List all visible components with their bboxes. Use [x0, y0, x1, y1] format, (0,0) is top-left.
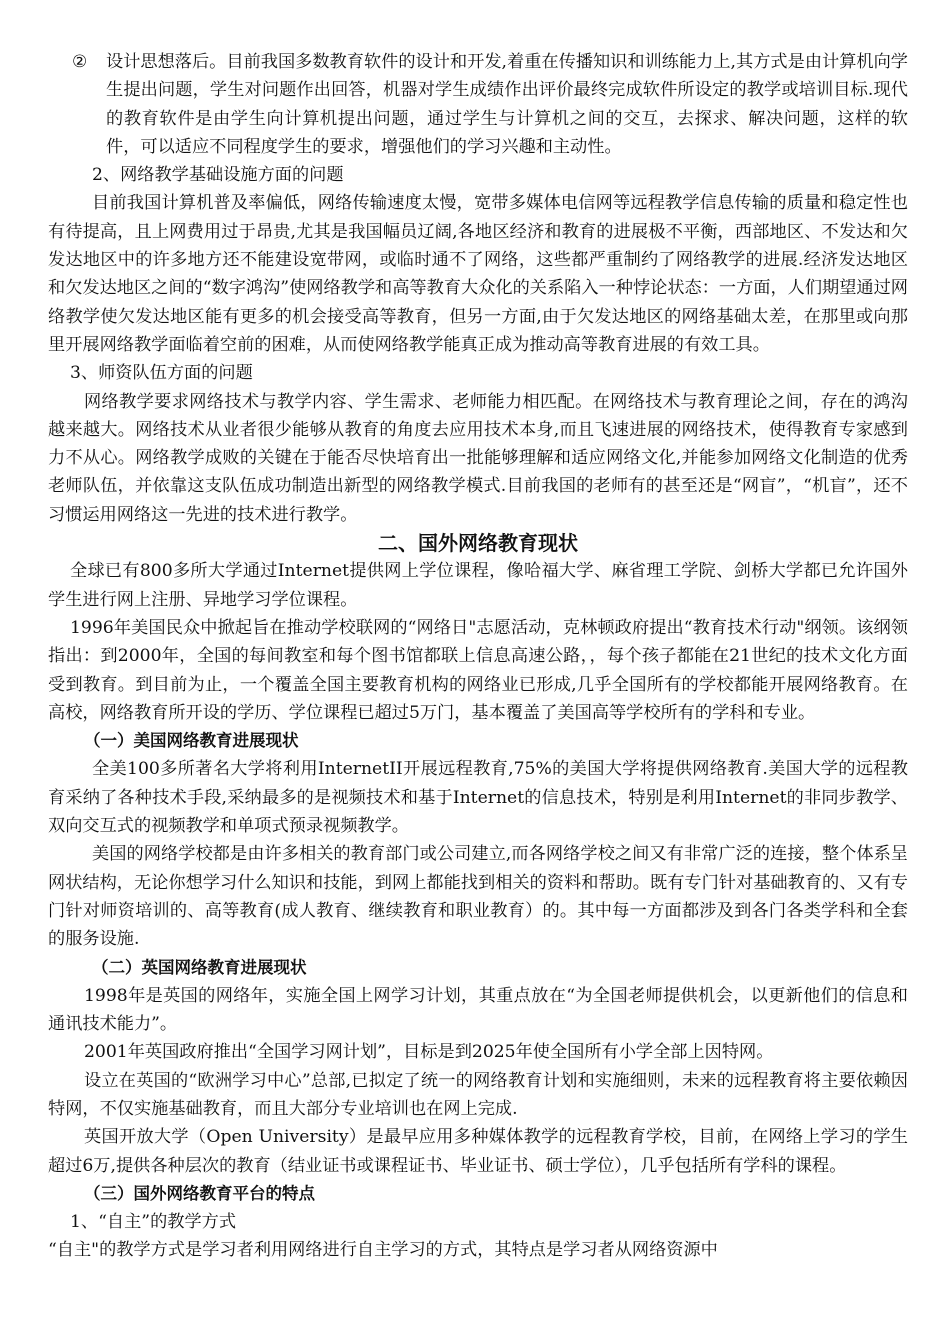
item-text: 设计思想落后。目前我国多数教育软件的设计和开发,着重在传播知识和训练能力上,其方式是由计算机向学生提出问题，学生对问题作出回答，机器对学生成绩作出评价最终完成软件所设定的教学或培训目标.现代的教育软件是由学生向计算机提出问题，通过学生与计算机之间的交互，去探求、解决问题，这样的软件，可以适应不同程度学生的要求，增强他们的学习兴趣和主动性。	[106, 52, 908, 157]
paragraph-uk-2: 2001年英国政府推出“全国学习网计划”，目标是到2025年使全国所有小学全部上因特网。	[84, 1042, 774, 1063]
subheading-platform: （三）国外网络教育平台的特点	[84, 1183, 315, 1203]
paragraph-foreign-2: 1996年美国民众中掀起旨在推动学校联网的“网络日"志愿活动，克林顿政府提出“教育技术行动"纲领。该纲领指出：到2000年，全国的每间教室和每个图书馆都联上信息高速公路，，每个孩子都能在21世纪的技术文化方面受到教育。到目前为止，一个覆盖全国主要教育机构的网络业已形成,几乎全国所有的学校都能开展网络教育。在高校，网络教育所开设的学历、学位课程已超过5万门，基本覆盖了美国高等学校所有的学科和专业。	[48, 617, 908, 723]
item-number: ②	[72, 52, 88, 72]
paragraph-us-1: 全美100多所著名大学将利用InternetII开展远程教育,75%的美国大学将提供网络教育.美国大学的远程教育采纳了各种技术手段,采纳最多的是视频技术和基于Internet的信息技术，特别是利用Internet的非同步教学、双向交互式的视频教学和单项式预录视频教学。	[48, 759, 908, 837]
document-page	[48, 48, 908, 1265]
chapter-heading-foreign: 二、国外网络教育现状	[378, 531, 578, 556]
paragraph-autonomy: “自主"的教学方式是学习者利用网络进行自主学习的方式，其特点是学习者从网络资源中	[48, 1240, 718, 1261]
list-item-2	[48, 48, 908, 161]
paragraph-foreign-1: 全球已有800多所大学通过Internet提供网上学位课程，像哈福大学、麻省理工学院、剑桥大学都已允许国外学生进行网上注册、异地学习学位课程。	[48, 561, 908, 610]
section-heading-teachers: 3、师资队伍方面的问题	[70, 363, 253, 384]
paragraph-infrastructure: 目前我国计算机普及率偏低，网络传输速度太慢，宽带多媒体电信网等远程教学信息传输的质量和稳定性也有待提高，且上网费用过于昂贵,尤其是我国幅员辽阔,各地区经济和教育的进展极不平衡，西部地区、不发达和欠发达地区中的许多地方还不能建设宽带网，或临时通不了网络，这些都严重制约了网络教学的进展.经济发达地区和欠发达地区之间的“数字鸿沟”使网络教学和高等教育大众化的关系陷入一种悖论状态：一方面，人们期望通过网络教学使欠发达地区能有更多的机会接受高等教育，但另一方面,由于欠发达地区的网络基础太差，在那里或向那里开展网络教学面临着空前的困难，从而使网络教学能真正成为推动高等教育进展的有效工具。	[48, 193, 908, 355]
paragraph-us-2: 美国的网络学校都是由许多相关的教育部门或公司建立,而各网络学校之间又有非常广泛的连接，整个体系呈网状结构，无论你想学习什么知识和技能，到网上都能找到相关的资料和帮助。既有专门针对基础教育的、又有专门针对师资培训的、高等教育(成人教育、继续教育和职业教育）的。其中每一方面都涉及到各门各类学科和全套的服务设施.	[48, 844, 908, 950]
paragraph-uk-4: 英国开放大学（Open University）是最早应用多种媒体教学的远程教育学校，目前，在网络上学习的学生超过6万,提供各种层次的教育（结业证书或课程证书、毕业证书、硕士学位），几乎包括所有学科的课程。	[48, 1127, 908, 1176]
paragraph-teachers: 网络教学要求网络技术与教学内容、学生需求、老师能力相匹配。在网络技术与教育理论之间，存在的鸿沟越来越大。网络技术从业者很少能够从教育的角度去应用技术本身,而且飞速进展的网络技术，使得教育专家感到力不从心。网络教学成败的关键在于能否尽快培育出一批能够理解和适应网络文化,并能参加网络文化制造的优秀老师队伍，并依靠这支队伍成功制造出新型的网络教学模式.目前我国的老师有的甚至还是“网盲”，“机盲”，还不习惯运用网络这一先进的技术进行教学。	[48, 391, 908, 525]
subheading-us: （一）美国网络教育进展现状	[84, 731, 299, 751]
paragraph-uk-3: 设立在英国的“欧洲学习中心”总部,已拟定了统一的网络教育计划和实施细则，未来的远程教育将主要依赖因特网，不仅实施基础教育，而且大部分专业培训也在网上完成.	[48, 1070, 908, 1119]
subheading-uk: （二）英国网络教育进展现状	[92, 957, 307, 977]
paragraph-uk-1: 1998年是英国的网络年，实施全国上网学习计划，其重点放在“为全国老师提供机会，以更新他们的信息和通讯技术能力”。	[48, 985, 908, 1035]
section-heading-autonomy: 1、“自主”的教学方式	[70, 1212, 237, 1233]
section-heading-infrastructure: 2、网络教学基础设施方面的问题	[92, 165, 344, 186]
